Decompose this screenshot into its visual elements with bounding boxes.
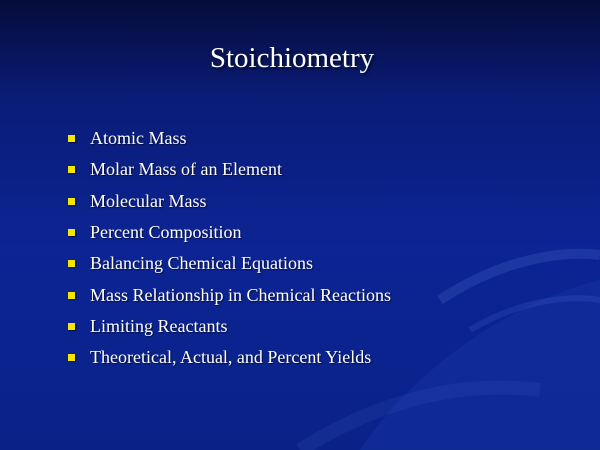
square-bullet-icon	[68, 292, 75, 299]
bullet-item	[68, 279, 391, 310]
square-bullet-icon	[68, 323, 75, 330]
bullet-text: Mass Relationship in Chemical Reactions	[90, 284, 391, 305]
bullet-text: Balancing Chemical Equations	[90, 253, 313, 274]
bullet-item	[68, 154, 391, 185]
bullet-item	[68, 217, 391, 248]
square-bullet-icon	[68, 198, 75, 205]
bullet-text: Molar Mass of an Element	[90, 159, 282, 180]
square-bullet-icon	[68, 260, 75, 267]
square-bullet-icon	[68, 135, 75, 142]
square-bullet-icon	[68, 229, 75, 236]
bullet-item	[68, 123, 391, 154]
bullet-text: Theoretical, Actual, and Percent Yields	[90, 347, 372, 368]
square-bullet-icon	[68, 166, 75, 173]
bullet-item	[68, 311, 391, 342]
bullet-item	[68, 248, 391, 279]
slide-title: Stoichiometry	[209, 42, 375, 74]
bullet-text: Percent Composition	[90, 222, 242, 243]
bullet-text: Limiting Reactants	[90, 315, 228, 336]
bullet-text: Atomic Mass	[90, 128, 187, 149]
bullet-item	[68, 186, 391, 217]
bullet-text: Molecular Mass	[90, 190, 207, 211]
bullet-list	[68, 123, 391, 373]
bullet-item	[68, 342, 391, 373]
square-bullet-icon	[68, 354, 75, 361]
